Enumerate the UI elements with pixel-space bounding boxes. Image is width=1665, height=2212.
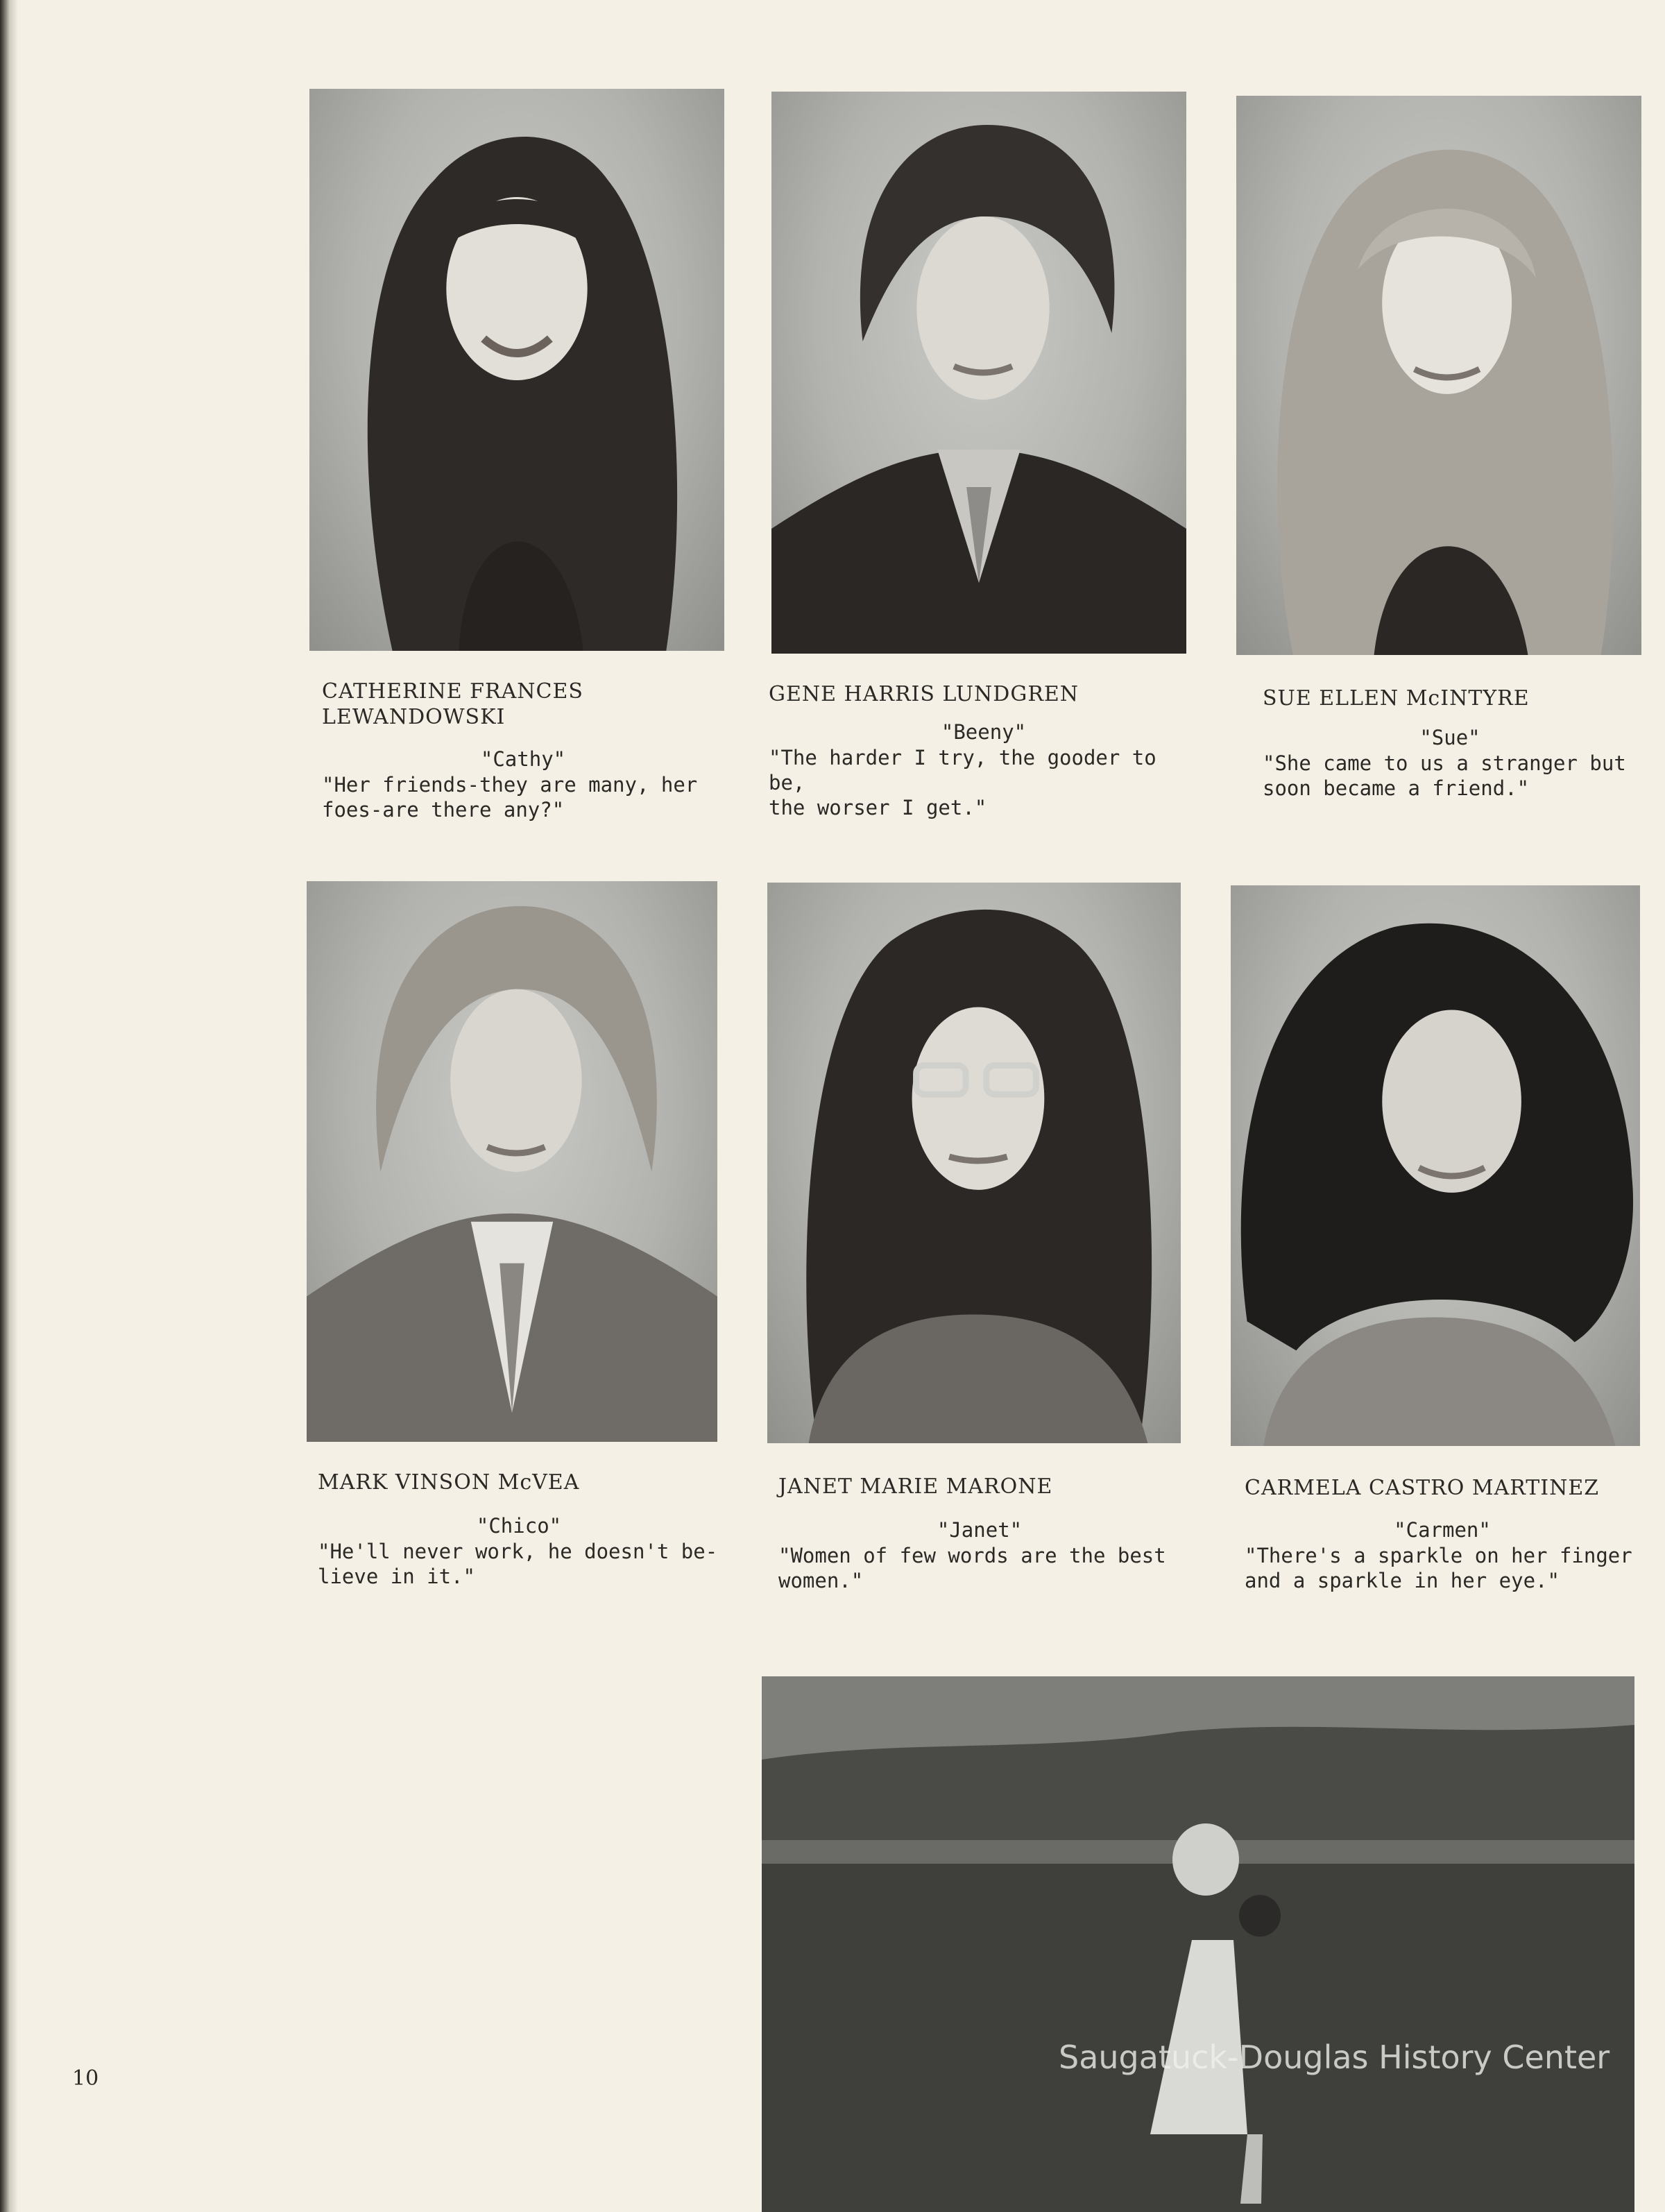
senior-nickname: "Chico" — [476, 1514, 562, 1538]
page-number: 10 — [72, 2066, 99, 2091]
portrait-photo-4 — [307, 881, 717, 1442]
candid-field-photo — [762, 1676, 1634, 2212]
senior-name: MARK VINSON McVEA — [318, 1470, 580, 1495]
portrait-photo-3 — [1236, 96, 1641, 655]
portrait-photo-2 — [771, 92, 1186, 654]
senior-quote: "She came to us a stranger but soon became a friend." — [1263, 751, 1626, 800]
senior-nickname: "Carmen" — [1394, 1518, 1491, 1542]
watermark-text: Saugatuck-Douglas History Center — [1059, 2039, 1610, 2076]
senior-quote: "Women of few words are the best women." — [778, 1544, 1166, 1592]
senior-name: CARMELA CASTRO MARTINEZ — [1245, 1476, 1600, 1500]
senior-quote: "There's a sparkle on her finger and a sparkle in her eye." — [1245, 1544, 1632, 1592]
portrait-photo-5 — [767, 883, 1181, 1443]
senior-nickname: "Sue" — [1419, 726, 1480, 749]
senior-nickname: "Beeny" — [941, 720, 1027, 744]
senior-name: GENE HARRIS LUNDGREN — [769, 682, 1079, 706]
senior-name: SUE ELLEN McINTYRE — [1263, 686, 1530, 711]
senior-quote: "He'll never work, he doesn't be- lieve in it." — [318, 1540, 718, 1588]
portrait-photo-1 — [309, 89, 724, 651]
page-binding-edge — [0, 0, 18, 2212]
senior-quote: "The harder I try, the gooder to be, the worser I get." — [769, 746, 1156, 819]
senior-quote: "Her friends-they are many, her foes-are there any?" — [322, 773, 698, 822]
senior-name: JANET MARIE MARONE — [778, 1474, 1053, 1499]
senior-name: CATHERINE FRANCES LEWANDOWSKI — [322, 679, 583, 729]
senior-nickname: "Janet" — [937, 1518, 1023, 1542]
senior-nickname: "Cathy" — [480, 747, 566, 771]
portrait-photo-6 — [1231, 885, 1640, 1446]
